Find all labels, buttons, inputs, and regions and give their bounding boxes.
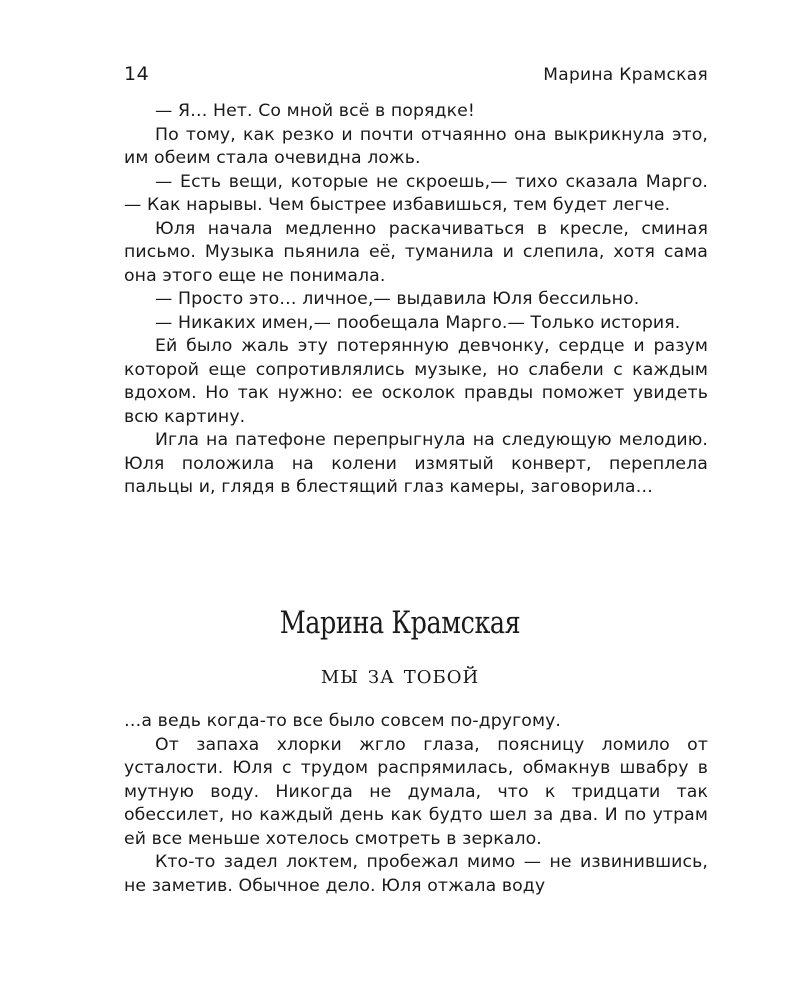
chapter-title: мы за тобой (320, 660, 480, 689)
running-head (124, 62, 708, 87)
paragraph: — Я… Нет. Со мной всё в порядке! (155, 101, 475, 121)
text-block-bottom (124, 710, 708, 898)
paragraph: — Никаких имен,— пообещала Марго.— Только история. (155, 312, 681, 333)
running-title: Марина Крамская (543, 65, 708, 85)
paragraph: — Есть вещи, которые не скроешь,— тихо сказала Марго.— Как нарывы. Чем быстрее избавишься, тем будет легче. (124, 171, 708, 215)
paragraph: Юля начала медленно раскачиваться в кресле, сминая письмо. Музыка пьянила её, туманила и слепила, хотя сама она этого еще не понимала. (124, 218, 708, 286)
paragraph: Кто-то задел локтем, пробежал мимо — не извинившись, не заметив. Обычное дело. Юля отжала воду (124, 852, 708, 896)
paragraph: — Просто это… личное,— выдавила Юля бессильно. (155, 289, 640, 309)
paragraph: От запаха хлорки жгло глаза, поясницу ломило от усталости. Юля с трудом распрямилась, обмакнув швабру в мутную воду. Никогда не думала, что к тридцати так обессилет, но каждый день как будто шел за два. И по утрам ей все меньше хотелось смотреть в зеркало. (124, 734, 708, 849)
paragraph: …а ведь когда-то все было совсем по-другому. (124, 711, 562, 731)
paragraph: По тому, как резко и почти отчаянно она выкрикнула это, им обеим стала очевидна ложь. (124, 124, 708, 168)
page-number: 14 (124, 63, 150, 85)
text-block-top (124, 100, 708, 500)
paragraph: Ей было жаль эту потерянную девчонку, сердце и разум которой еще сопротивлялись музыке, но слабели с каждым вдохом. Но так нужно: ее осколок правды поможет увидеть всю картину. (124, 336, 708, 427)
chapter-author: Марина Крамская (279, 605, 521, 641)
paragraph: Игла на патефоне перепрыгнула на следующую мелодию. Юля положила на колени измятый конверт, переплела пальцы и, глядя в блестящий глаз камеры, заговорила… (124, 430, 708, 497)
